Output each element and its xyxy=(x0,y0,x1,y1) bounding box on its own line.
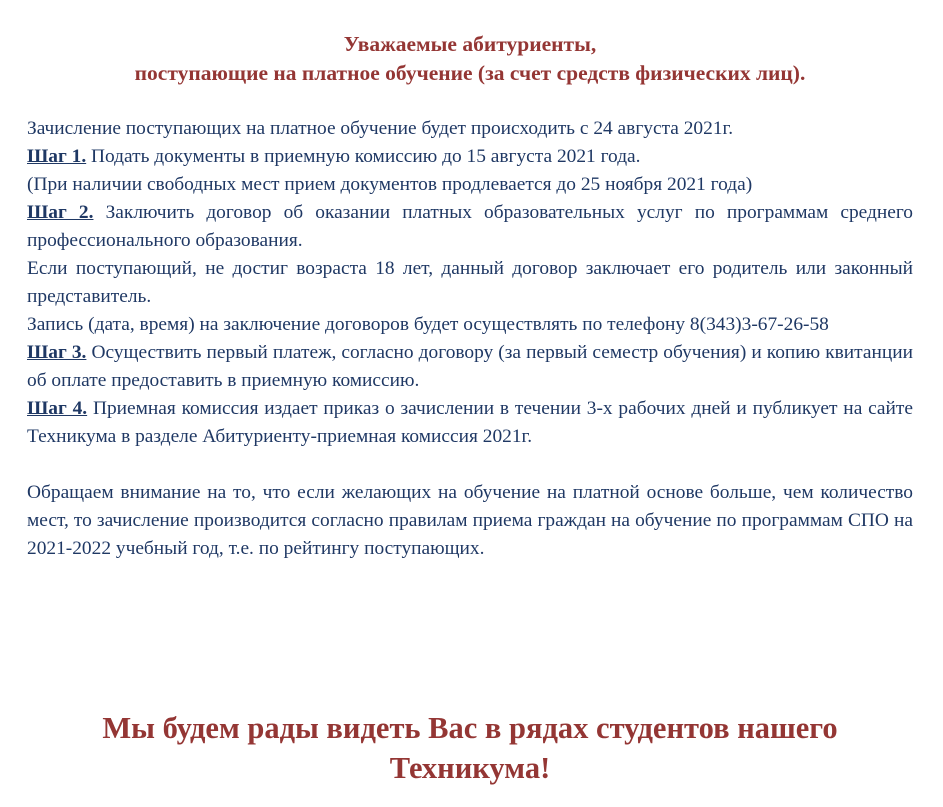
step-2-label: Шаг 2. xyxy=(27,202,94,223)
announcement-body xyxy=(27,115,913,563)
step-4-paragraph xyxy=(27,395,913,451)
attention-paragraph: Обращаем внимание на то, что если желающих на обучение на платной основе больше, чем количество мест, то зачисление производится согласно правилам приема граждан на обучение по программам СПО на 2021-2022 учебный год, т.е. по рейтингу поступающих. xyxy=(27,482,913,559)
step-3-label: Шаг 3. xyxy=(27,342,87,363)
step-1-label: Шаг 1. xyxy=(27,146,87,167)
step-3-paragraph xyxy=(27,339,913,395)
intro-paragraph: Зачисление поступающих на платное обучение будет происходить с 24 августа 2021г. xyxy=(27,118,734,139)
age-note-paragraph: Если поступающий, не достиг возраста 18 лет, данный договор заключает его родитель или законный представитель. xyxy=(27,258,913,307)
title-line-2: поступающие на платное обучение (за счет средств физических лиц). xyxy=(134,61,806,85)
step-2-text: Заключить договор об оказании платных образовательных услуг по программам среднего профессионального образования. xyxy=(27,202,913,251)
phone-note-paragraph: Запись (дата, время) на заключение договоров будет осуществлять по телефону 8(343)3-67-26-58 xyxy=(27,314,829,335)
paragraph-spacer xyxy=(27,451,913,479)
step-4-label: Шаг 4. xyxy=(27,398,88,419)
title-line-1: Уважаемые абитуриенты, xyxy=(343,32,597,56)
step-1-note: (При наличии свободных мест прием документов продлевается до 25 ноября 2021 года) xyxy=(27,174,753,195)
announcement-page xyxy=(27,30,914,785)
page-title xyxy=(27,30,913,88)
step-4-text: Приемная комиссия издает приказ о зачислении в течении 3-х рабочих дней и публикует на сайте Техникума в разделе Абитуриенту-приемная комиссия 2021г. xyxy=(27,398,914,447)
step-1-paragraph xyxy=(27,143,913,171)
closing-line-2: Техникума! xyxy=(389,751,551,785)
step-2-paragraph xyxy=(27,199,913,255)
step-1-text: Подать документы в приемную комиссию до 15 августа 2021 года. xyxy=(86,146,641,167)
closing-message xyxy=(27,708,913,788)
closing-line-1: Мы будем рады видеть Вас в рядах студентов нашего xyxy=(102,711,838,745)
step-3-text: Осуществить первый платеж, согласно договору (за первый семестр обучения) и копию квитанции об оплате предоставить в приемную комиссию. xyxy=(27,342,913,391)
